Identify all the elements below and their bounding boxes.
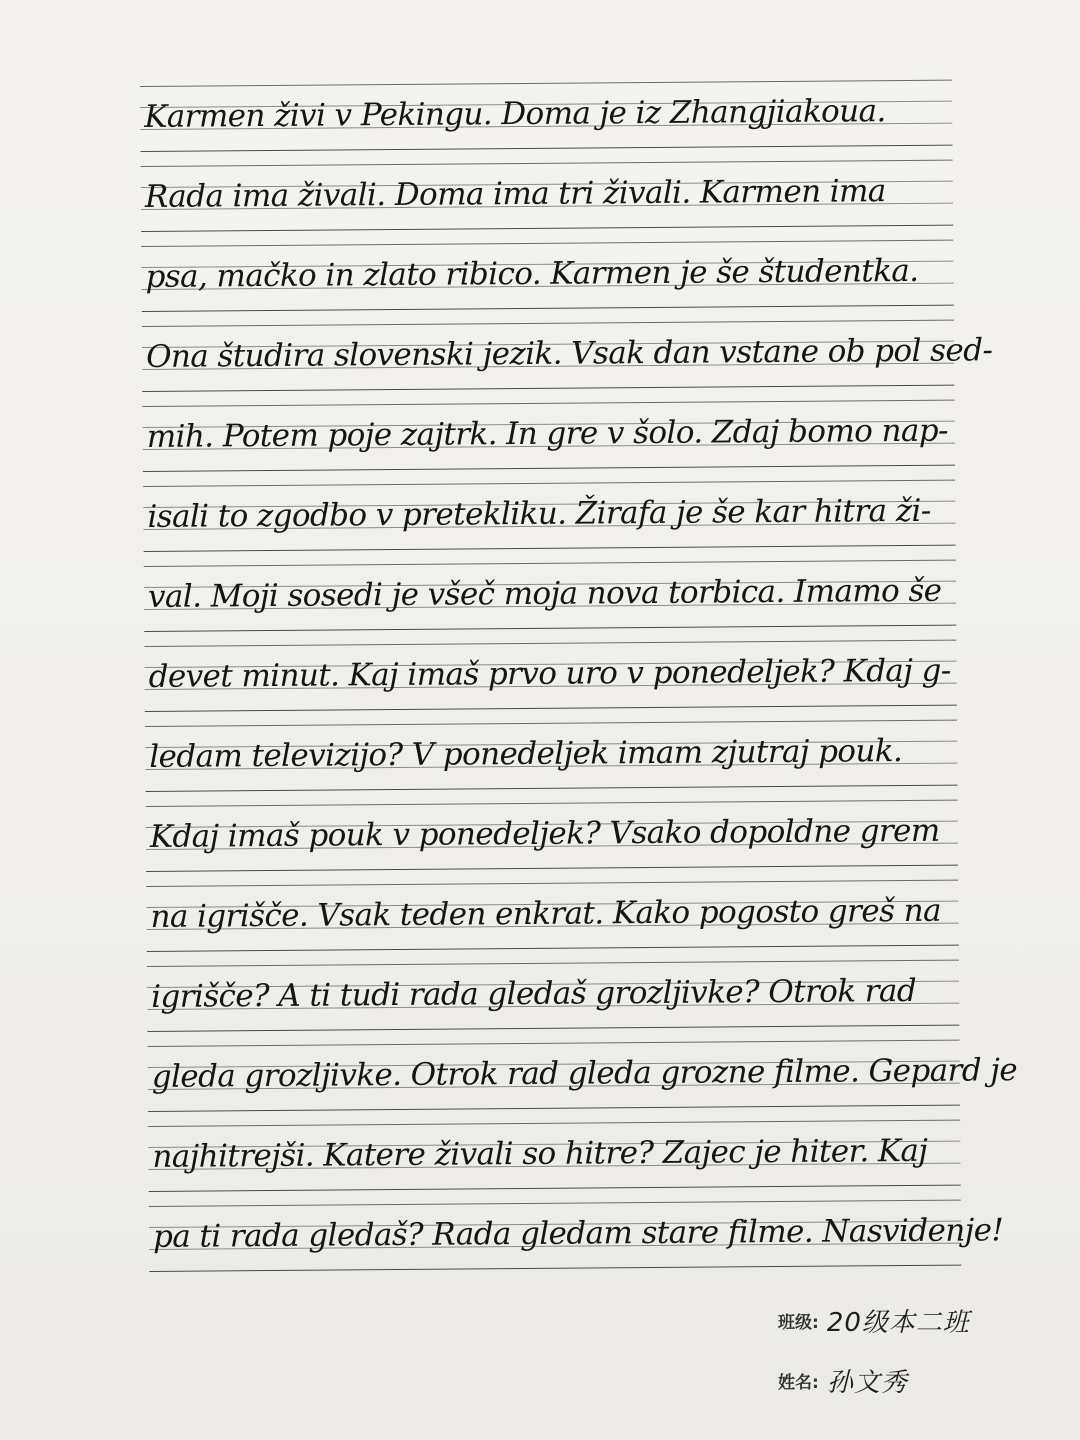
writing-line — [142, 320, 993, 406]
handwritten-text-area — [140, 80, 1018, 1286]
name-value: 孙文秀 — [826, 1367, 908, 1398]
handwritten-line: na igrišče. Vsak teden enkrat. Kako pogosto greš na — [150, 892, 942, 935]
handwritten-line: Kdaj imaš pouk v ponedeljek? Vsako dopoldne grem — [149, 812, 940, 855]
student-info — [778, 1290, 1058, 1410]
class-value: 20级本二班 — [826, 1307, 970, 1338]
handwritten-line: gleda grozljivke. Otrok rad gleda grozne filme. Gepard je — [151, 1052, 1018, 1095]
handwritten-line: Karmen živi v Pekingu. Doma je iz Zhangjiakoua. — [144, 93, 886, 135]
writing-line — [147, 960, 960, 1046]
writing-line — [141, 240, 954, 326]
writing-line — [143, 400, 956, 486]
handwritten-line: pa ti rada gledaš? Rada gledam stare filme. Nasvidenje! — [152, 1212, 1004, 1255]
handwritten-line: Rada ima živali. Doma ima tri živali. Karmen ima — [144, 173, 886, 215]
handwritten-line: psa, mačko in zlato ribico. Karmen je še študentka. — [145, 252, 919, 295]
class-label: 班级: — [778, 1312, 819, 1333]
handwritten-line: Ona študira slovenski jezik. Vsak dan vstane ob pol sed- — [145, 332, 993, 375]
writing-line — [146, 880, 959, 966]
name-label: 姓名: — [778, 1372, 819, 1393]
handwritten-line: val. Moji sosedi je všeč moja nova torbica. Imamo še — [147, 572, 942, 615]
writing-line — [144, 560, 957, 646]
handwritten-line: najhitrejši. Katere živali so hitre? Zajec je hiter. Kaj — [152, 1132, 928, 1175]
writing-line — [146, 800, 959, 886]
writing-line — [148, 1120, 961, 1206]
handwritten-line: isali to zgodbo v pretekliku. Žirafa je še kar hitra ži- — [147, 492, 931, 535]
handwritten-line: igrišče? A ti tudi rada gledaš grozljivke? Otrok rad — [151, 972, 917, 1015]
writing-line — [148, 1040, 1018, 1126]
writing-line — [140, 80, 953, 166]
writing-line — [145, 720, 958, 806]
class-row — [778, 1290, 1058, 1350]
writing-line — [141, 160, 954, 246]
writing-line — [143, 480, 956, 566]
writing-line — [149, 1200, 1004, 1286]
writing-line — [144, 640, 957, 726]
name-row — [778, 1350, 1058, 1410]
handwritten-line: mih. Potem poje zajtrk. In gre v šolo. Zdaj bomo nap- — [146, 412, 949, 455]
handwritten-line: ledam televizijo? V ponedeljek imam zjutraj pouk. — [149, 733, 903, 775]
handwritten-line: devet minut. Kaj imaš prvo uro v ponedeljek? Kdaj g- — [148, 652, 951, 695]
